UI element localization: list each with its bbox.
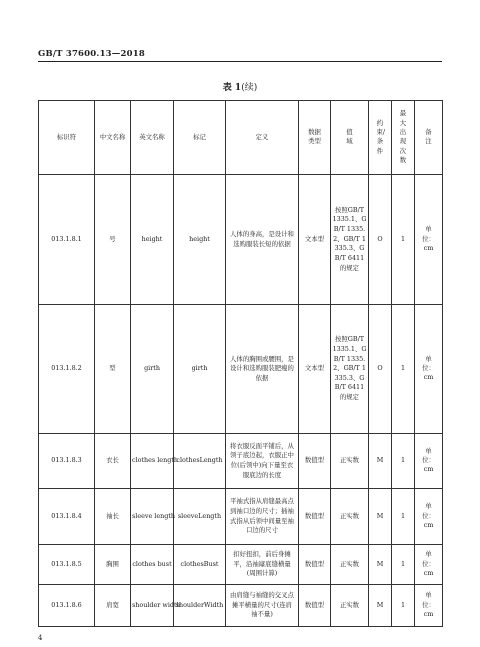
cell-max-occurs: 1 bbox=[392, 175, 415, 305]
table-row bbox=[39, 489, 443, 545]
cell-condition: M bbox=[369, 585, 392, 627]
table-caption-suffix: (续) bbox=[241, 83, 258, 93]
cell-condition: O bbox=[369, 175, 392, 305]
cell-id: 013.1.8.2 bbox=[39, 305, 95, 434]
header-rule bbox=[38, 61, 442, 62]
header-tag: 标记 bbox=[174, 101, 226, 175]
cell-data-type: 数值型 bbox=[299, 434, 331, 489]
cell-condition: M bbox=[369, 545, 392, 585]
cell-domain: 按照GB/T 1335.1、GB/T 1335.2、GB/T 1335.3、GB/T 6411的规定 bbox=[331, 175, 369, 305]
cell-cn-name: 袖长 bbox=[95, 489, 131, 545]
header-max-occurs-text: 最大出现次数 bbox=[399, 109, 407, 164]
cell-note-text: 单位：cm bbox=[422, 446, 435, 474]
cell-definition: 由肩缝与袖缝的交叉点摊平横量的尺寸(连肩袖不量) bbox=[226, 585, 299, 627]
cell-id: 013.1.8.6 bbox=[39, 585, 95, 627]
cell-cn-name: 型 bbox=[95, 305, 131, 434]
header-condition-text: 约束/条件 bbox=[376, 118, 386, 155]
cell-note bbox=[415, 434, 443, 489]
cell-note bbox=[415, 305, 443, 434]
cell-tag: height bbox=[174, 175, 226, 305]
page-number: 4 bbox=[38, 634, 43, 642]
cell-cn-name: 衣长 bbox=[95, 434, 131, 489]
cell-data-type: 数值型 bbox=[299, 545, 331, 585]
cell-id: 013.1.8.1 bbox=[39, 175, 95, 305]
table-row bbox=[39, 434, 443, 489]
header-id: 标识符 bbox=[39, 101, 95, 175]
cell-max-occurs: 1 bbox=[392, 489, 415, 545]
header-en-name: 英文名称 bbox=[131, 101, 174, 175]
cell-domain: 正实数 bbox=[331, 585, 369, 627]
cell-tag: clothesLength bbox=[174, 434, 226, 489]
cell-data-type: 数值型 bbox=[299, 585, 331, 627]
cell-en-name: clothes length bbox=[131, 434, 174, 489]
cell-cn-name: 肩宽 bbox=[95, 585, 131, 627]
cell-note bbox=[415, 175, 443, 305]
cell-note-text: 单位：cm bbox=[422, 225, 435, 252]
cell-tag: girth bbox=[174, 305, 226, 434]
cell-en-name: clothes bust bbox=[131, 545, 174, 585]
cell-tag: shoulderWidth bbox=[174, 585, 226, 627]
cell-note bbox=[415, 545, 443, 585]
cell-id: 013.1.8.3 bbox=[39, 434, 95, 489]
table-caption-label: 表 1 bbox=[222, 83, 242, 93]
cell-tag: sleeveLength bbox=[174, 489, 226, 545]
header-max-occurs bbox=[392, 101, 415, 175]
header-cn-name: 中文名称 bbox=[95, 101, 131, 175]
cell-note-text: 单位：cm bbox=[422, 550, 435, 577]
cell-definition: 将衣服反面平铺后，从领子底边起，衣服正中位(后领中)向下量至衣服底边的长度 bbox=[226, 434, 299, 489]
cell-note-text: 单位：cm bbox=[422, 591, 435, 618]
cell-tag: clothesBust bbox=[174, 545, 226, 585]
cell-en-name: girth bbox=[131, 305, 174, 434]
header-condition bbox=[369, 101, 392, 175]
cell-data-type: 文本型 bbox=[299, 305, 331, 434]
cell-data-type: 数值型 bbox=[299, 489, 331, 545]
cell-cn-name: 号 bbox=[95, 175, 131, 305]
header-note-text: 备注 bbox=[425, 128, 432, 146]
cell-condition: O bbox=[369, 305, 392, 434]
table-row bbox=[39, 175, 443, 305]
table-row bbox=[39, 545, 443, 585]
table-caption bbox=[0, 80, 480, 93]
table-row bbox=[39, 585, 443, 627]
cell-definition: 人体的胸围或腰围，是设计和选购服装肥瘦的依据 bbox=[226, 305, 299, 434]
cell-domain: 按照GB/T 1335.1、GB/T 1335.2、GB/T 1335.3、GB/T 6411的规定 bbox=[331, 305, 369, 434]
cell-note-text: 单位：cm bbox=[422, 502, 435, 529]
cell-definition: 扣好扭扣，前后身摊平，沿袖窿底缝横量(周围计算) bbox=[226, 545, 299, 585]
cell-domain: 正实数 bbox=[331, 545, 369, 585]
cell-max-occurs: 1 bbox=[392, 434, 415, 489]
data-element-table bbox=[38, 100, 443, 627]
header-domain-text: 值域 bbox=[346, 128, 353, 146]
cell-cn-name: 胸围 bbox=[95, 545, 131, 585]
cell-note bbox=[415, 585, 443, 627]
cell-definition: 平袖式指从肩缝最高点到袖口边的尺寸；插袖式指从后领中间量至袖口边的尺寸 bbox=[226, 489, 299, 545]
cell-domain: 正实数 bbox=[331, 489, 369, 545]
cell-domain: 正实数 bbox=[331, 434, 369, 489]
header-note bbox=[415, 101, 443, 175]
header-domain bbox=[331, 101, 369, 175]
cell-note-text: 单位：cm bbox=[422, 354, 435, 382]
header-data-type-text: 数据类型 bbox=[308, 128, 321, 146]
cell-en-name: sleeve length bbox=[131, 489, 174, 545]
table-header-row bbox=[39, 101, 443, 175]
cell-max-occurs: 1 bbox=[392, 585, 415, 627]
cell-note bbox=[415, 489, 443, 545]
header-data-type bbox=[299, 101, 331, 175]
cell-definition: 人体的身高，是设计和选购服装长短的依据 bbox=[226, 175, 299, 305]
cell-condition: M bbox=[369, 434, 392, 489]
cell-condition: M bbox=[369, 489, 392, 545]
standard-number: GB/T 37600.13—2018 bbox=[38, 49, 145, 59]
header-definition: 定义 bbox=[226, 101, 299, 175]
cell-max-occurs: 1 bbox=[392, 305, 415, 434]
cell-id: 013.1.8.4 bbox=[39, 489, 95, 545]
cell-max-occurs: 1 bbox=[392, 545, 415, 585]
cell-id: 013.1.8.5 bbox=[39, 545, 95, 585]
cell-en-name: shoulder width bbox=[131, 585, 174, 627]
cell-en-name: height bbox=[131, 175, 174, 305]
cell-data-type: 文本型 bbox=[299, 175, 331, 305]
table-row bbox=[39, 305, 443, 434]
